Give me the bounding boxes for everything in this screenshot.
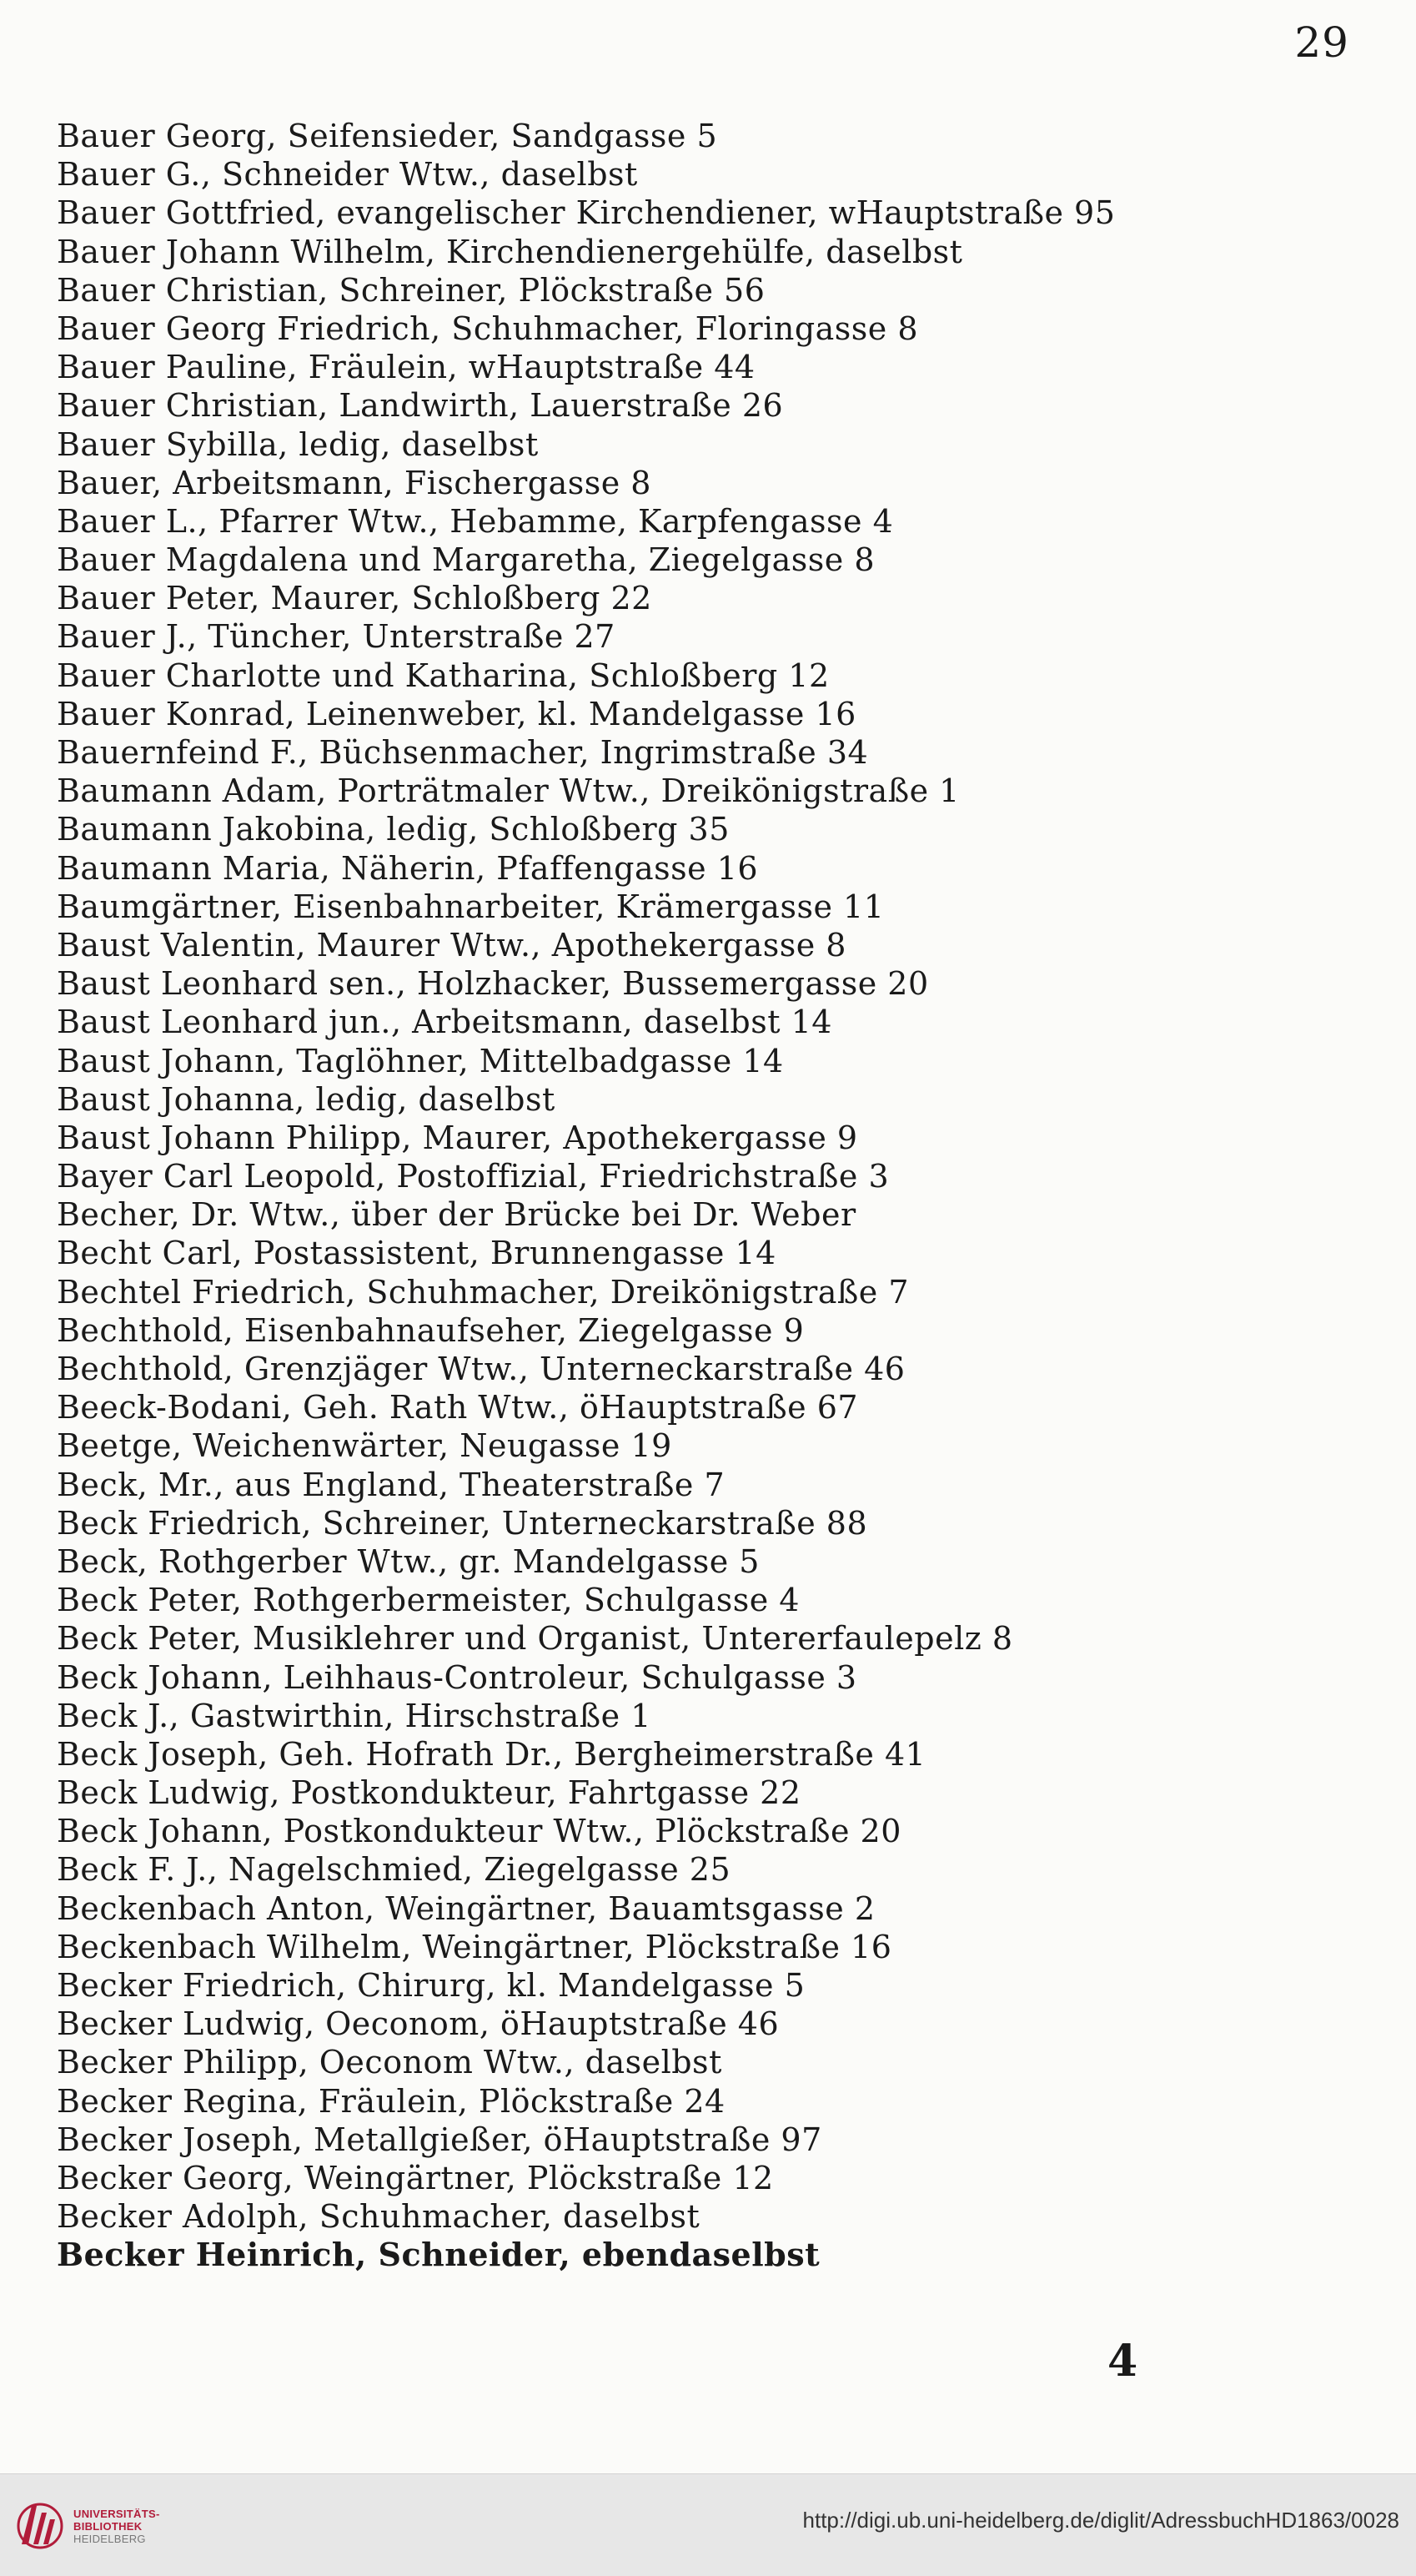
- directory-entry: Bauer G., Schneider Wtw., daselbst: [57, 156, 638, 194]
- directory-entry: Becker Georg, Weingärtner, Plöckstraße 12: [57, 2159, 774, 2196]
- directory-entry: Becker Joseph, Metallgießer, öHauptstraße 97: [57, 2121, 822, 2158]
- directory-entry: Beck Friedrich, Schreiner, Unterneckarstraße 88: [57, 1504, 868, 1542]
- directory-entry: Bauer Gottfried, evangelischer Kirchendiener, wHauptstraße 95: [57, 194, 1116, 232]
- directory-entry: Baust Leonhard sen., Holzhacker, Bussemergasse 20: [57, 965, 929, 1003]
- directory-entry: Bauer Pauline, Fräulein, wHauptstraße 44: [57, 349, 756, 386]
- university-library-logo[interactable]: [17, 2496, 183, 2556]
- directory-entry: Beckenbach Wilhelm, Weingärtner, Plöckstraße 16: [57, 1928, 892, 1965]
- directory-entry: Becker Friedrich, Chirurg, kl. Mandelgasse 5: [57, 1967, 806, 2004]
- directory-entry: Bauer Georg, Seifensieder, Sandgasse 5: [57, 118, 718, 154]
- directory-entry: Baumgärtner, Eisenbahnarbeiter, Krämergasse 11: [57, 888, 885, 925]
- directory-entry: Bechtel Friedrich, Schuhmacher, Dreikönigstraße 7: [57, 1273, 910, 1311]
- directory-entry: Beetge, Weichenwärter, Neugasse 19: [57, 1427, 672, 1465]
- library-name-line-2: BIBLIOTHEK: [73, 2519, 143, 2533]
- library-name: [73, 2508, 160, 2545]
- directory-entry: Baumann Adam, Porträtmaler Wtw., Dreikönigstraße 1: [57, 772, 960, 810]
- directory-entry: Bauer Christian, Landwirth, Lauerstraße 26: [57, 387, 784, 425]
- directory-entry: Bauer Johann Wilhelm, Kirchendienergehülfe, daselbst: [57, 233, 963, 270]
- printer-signature-mark: 4: [1107, 2336, 1138, 2387]
- directory-entry: Bayer Carl Leopold, Postoffizial, Friedrichstraße 3: [57, 1158, 890, 1195]
- directory-entry: Beck, Rothgerber Wtw., gr. Mandelgasse 5: [57, 1542, 760, 1580]
- directory-entry: Bauer L., Pfarrer Wtw., Hebamme, Karpfengasse 4: [57, 502, 894, 540]
- directory-entry: Bechthold, Eisenbahnaufseher, Ziegelgasse 9: [57, 1311, 805, 1349]
- page-number: 29: [1294, 18, 1349, 67]
- directory-entry: Baust Johann Philipp, Maurer, Apothekergasse 9: [57, 1119, 858, 1156]
- directory-entry-list: [57, 117, 1358, 2275]
- directory-entry: Bauer Peter, Maurer, Schloßberg 22: [57, 580, 652, 617]
- directory-entry: Bauer Georg Friedrich, Schuhmacher, Floringasse 8: [57, 309, 919, 347]
- directory-entry: Bauer Sybilla, ledig, daselbst: [57, 425, 539, 463]
- directory-entry: Bauernfeind F., Büchsenmacher, Ingrimstraße 34: [57, 734, 869, 771]
- directory-entry: Bauer J., Tüncher, Unterstraße 27: [57, 618, 615, 656]
- directory-entry: Beck F. J., Nagelschmied, Ziegelgasse 25: [57, 1851, 731, 1889]
- directory-entry: Bauer, Arbeitsmann, Fischergasse 8: [57, 464, 651, 501]
- directory-entry: Bauer Magdalena und Margaretha, Ziegelgasse 8: [57, 541, 876, 579]
- directory-entry: Baumann Maria, Näherin, Pfaffengasse 16: [57, 849, 759, 887]
- directory-entry: Bauer Charlotte und Katharina, Schloßberg 12: [57, 657, 830, 694]
- directory-entry: Baust Valentin, Maurer Wtw., Apothekergasse 8: [57, 926, 846, 963]
- directory-entry: Becker Heinrich, Schneider, ebendaselbst: [57, 2236, 821, 2274]
- directory-entry: Bauer Christian, Schreiner, Plöckstraße 56: [57, 271, 766, 309]
- directory-entry: Beck Ludwig, Postkondukteur, Fahrtgasse 22: [57, 1774, 801, 1812]
- library-name-line-3: HEIDELBERG: [73, 2532, 146, 2545]
- directory-entry: Beck Joseph, Geh. Hofrath Dr., Bergheimerstraße 41: [57, 1735, 926, 1773]
- directory-entry: Beck Johann, Leihhaus-Controleur, Schulgasse 3: [57, 1658, 857, 1696]
- directory-entry: Becher, Dr. Wtw., über der Brücke bei Dr. Weber: [57, 1196, 856, 1234]
- directory-entry: Bauer Konrad, Leinenweber, kl. Mandelgasse 16: [57, 695, 856, 732]
- directory-entry: Becker Philipp, Oeconom Wtw., daselbst: [57, 2044, 722, 2081]
- directory-entry: Beck, Mr., aus England, Theaterstraße 7: [57, 1466, 726, 1503]
- directory-entry: Beeck-Bodani, Geh. Rath Wtw., öHauptstraße 67: [57, 1389, 859, 1426]
- directory-entry: Baust Leonhard jun., Arbeitsmann, daselbst 14: [57, 1004, 832, 1041]
- directory-entry: Baust Johann, Taglöhner, Mittelbadgasse 14: [57, 1042, 784, 1079]
- library-name-line-1: UNIVERSITÄTS-: [73, 2507, 160, 2520]
- directory-entry: Baumann Jakobina, ledig, Schloßberg 35: [57, 811, 730, 848]
- directory-entry: Beck Peter, Rothgerbermeister, Schulgasse 4: [57, 1582, 800, 1619]
- directory-entry: Beck J., Gastwirthin, Hirschstraße 1: [57, 1697, 651, 1734]
- directory-entry: Becker Regina, Fräulein, Plöckstraße 24: [57, 2082, 726, 2120]
- viewer-footer: [0, 2473, 1416, 2576]
- directory-entry: Beckenbach Anton, Weingärtner, Bauamtsgasse 2: [57, 1889, 876, 1927]
- directory-entry: Becker Ludwig, Oeconom, öHauptstraße 46: [57, 2005, 780, 2043]
- permalink-url[interactable]: http://digi.ub.uni-heidelberg.de/diglit/AdressbuchHD1863/0028: [802, 2508, 1399, 2533]
- directory-entry: Bechthold, Grenzjäger Wtw., Unterneckarstraße 46: [57, 1351, 906, 1387]
- directory-entry: Baust Johanna, ledig, daselbst: [57, 1080, 555, 1118]
- library-seal-icon: [17, 2501, 63, 2551]
- directory-entry: Becht Carl, Postassistent, Brunnengasse 14: [57, 1235, 776, 1272]
- directory-entry: Becker Adolph, Schuhmacher, daselbst: [57, 2198, 700, 2236]
- directory-entry: Beck Johann, Postkondukteur Wtw., Plöckstraße 20: [57, 1813, 901, 1850]
- directory-entry: Beck Peter, Musiklehrer und Organist, Untererfaulepelz 8: [57, 1620, 1013, 1658]
